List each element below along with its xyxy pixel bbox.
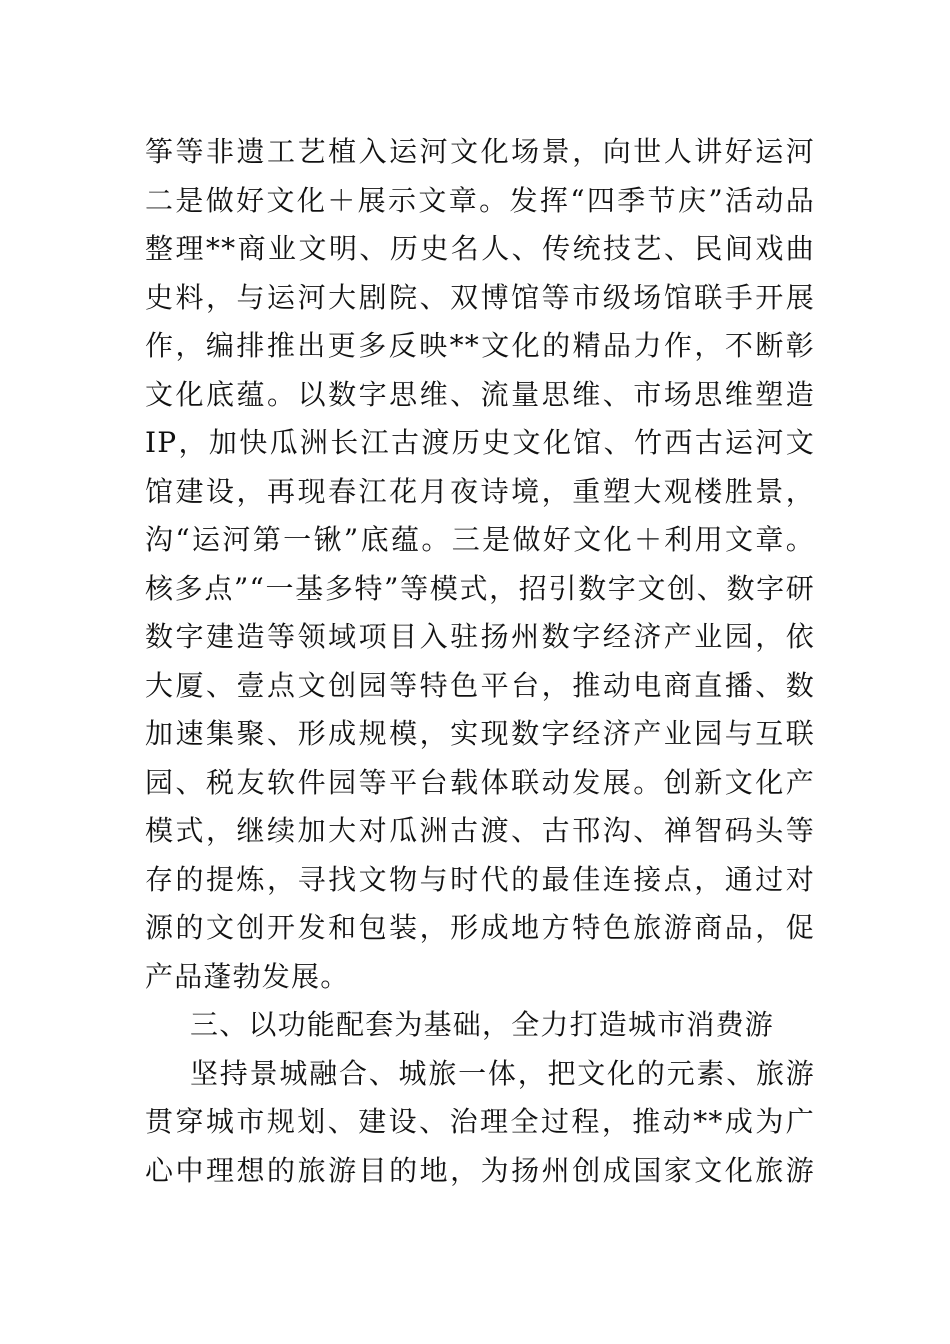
text-line: 源的文创开发和包装，形成地方特色旅游商品，促 bbox=[145, 911, 815, 944]
paragraph-first-line: 坚持景城融合、城旅一体，把文化的元素、旅游 bbox=[190, 1056, 815, 1090]
body-text bbox=[145, 128, 815, 1195]
text-line: 作，编排推出更多反映**文化的精品力作，不断彰 bbox=[145, 329, 815, 362]
text-line: 核多点”“一基多特”等模式，招引数字文创、数字研 bbox=[145, 571, 815, 605]
text-line: 模式，继续加大对瓜洲古渡、古邗沟、禅智码头等 bbox=[145, 814, 815, 847]
section-heading: 三、以功能配套为基础，全力打造城市消费游 bbox=[190, 1008, 775, 1041]
text-line: 二是做好文化＋展示文章。发挥“四季节庆”活动品 bbox=[145, 183, 815, 217]
text-line: 史料，与运河大剧院、双博馆等市级场馆联手开展 bbox=[145, 280, 815, 314]
text-line: 心中理想的旅游目的地，为扬州创成国家文化旅游 bbox=[145, 1153, 815, 1187]
text-line: 馆建设，再现春江花月夜诗境，重塑大观楼胜景， bbox=[145, 474, 815, 508]
text-line: 数字建造等领域项目入驻扬州数字经济产业园，依 bbox=[145, 620, 815, 653]
text-line: 整理**商业文明、历史名人、传统技艺、民间戏曲 bbox=[145, 232, 815, 265]
text-line: IP，加快瓜洲长江古渡历史文化馆、竹西古运河文 bbox=[145, 426, 815, 459]
text-line: 园、税友软件园等平台载体联动发展。创新文化产 bbox=[145, 765, 815, 799]
text-line: 大厦、壹点文创园等特色平台，推动电商直播、数 bbox=[145, 668, 815, 702]
text-line: 贯穿城市规划、建设、治理全过程，推动**成为广 bbox=[145, 1105, 815, 1138]
text-line: 筝等非遗工艺植入运河文化场景，向世人讲好运河 bbox=[145, 135, 815, 168]
text-line: 文化底蕴。以数字思维、流量思维、市场思维塑造 bbox=[145, 377, 815, 411]
text-line: 加速集聚、形成规模，实现数字经济产业园与互联 bbox=[145, 717, 815, 750]
text-line: 沟“运河第一锹”底蕴。三是做好文化＋利用文章。 bbox=[145, 523, 815, 556]
paragraph-end-line: 产品蓬勃发展。 bbox=[145, 959, 350, 993]
text-line: 存的提炼，寻找文物与时代的最佳连接点，通过对 bbox=[145, 862, 815, 896]
